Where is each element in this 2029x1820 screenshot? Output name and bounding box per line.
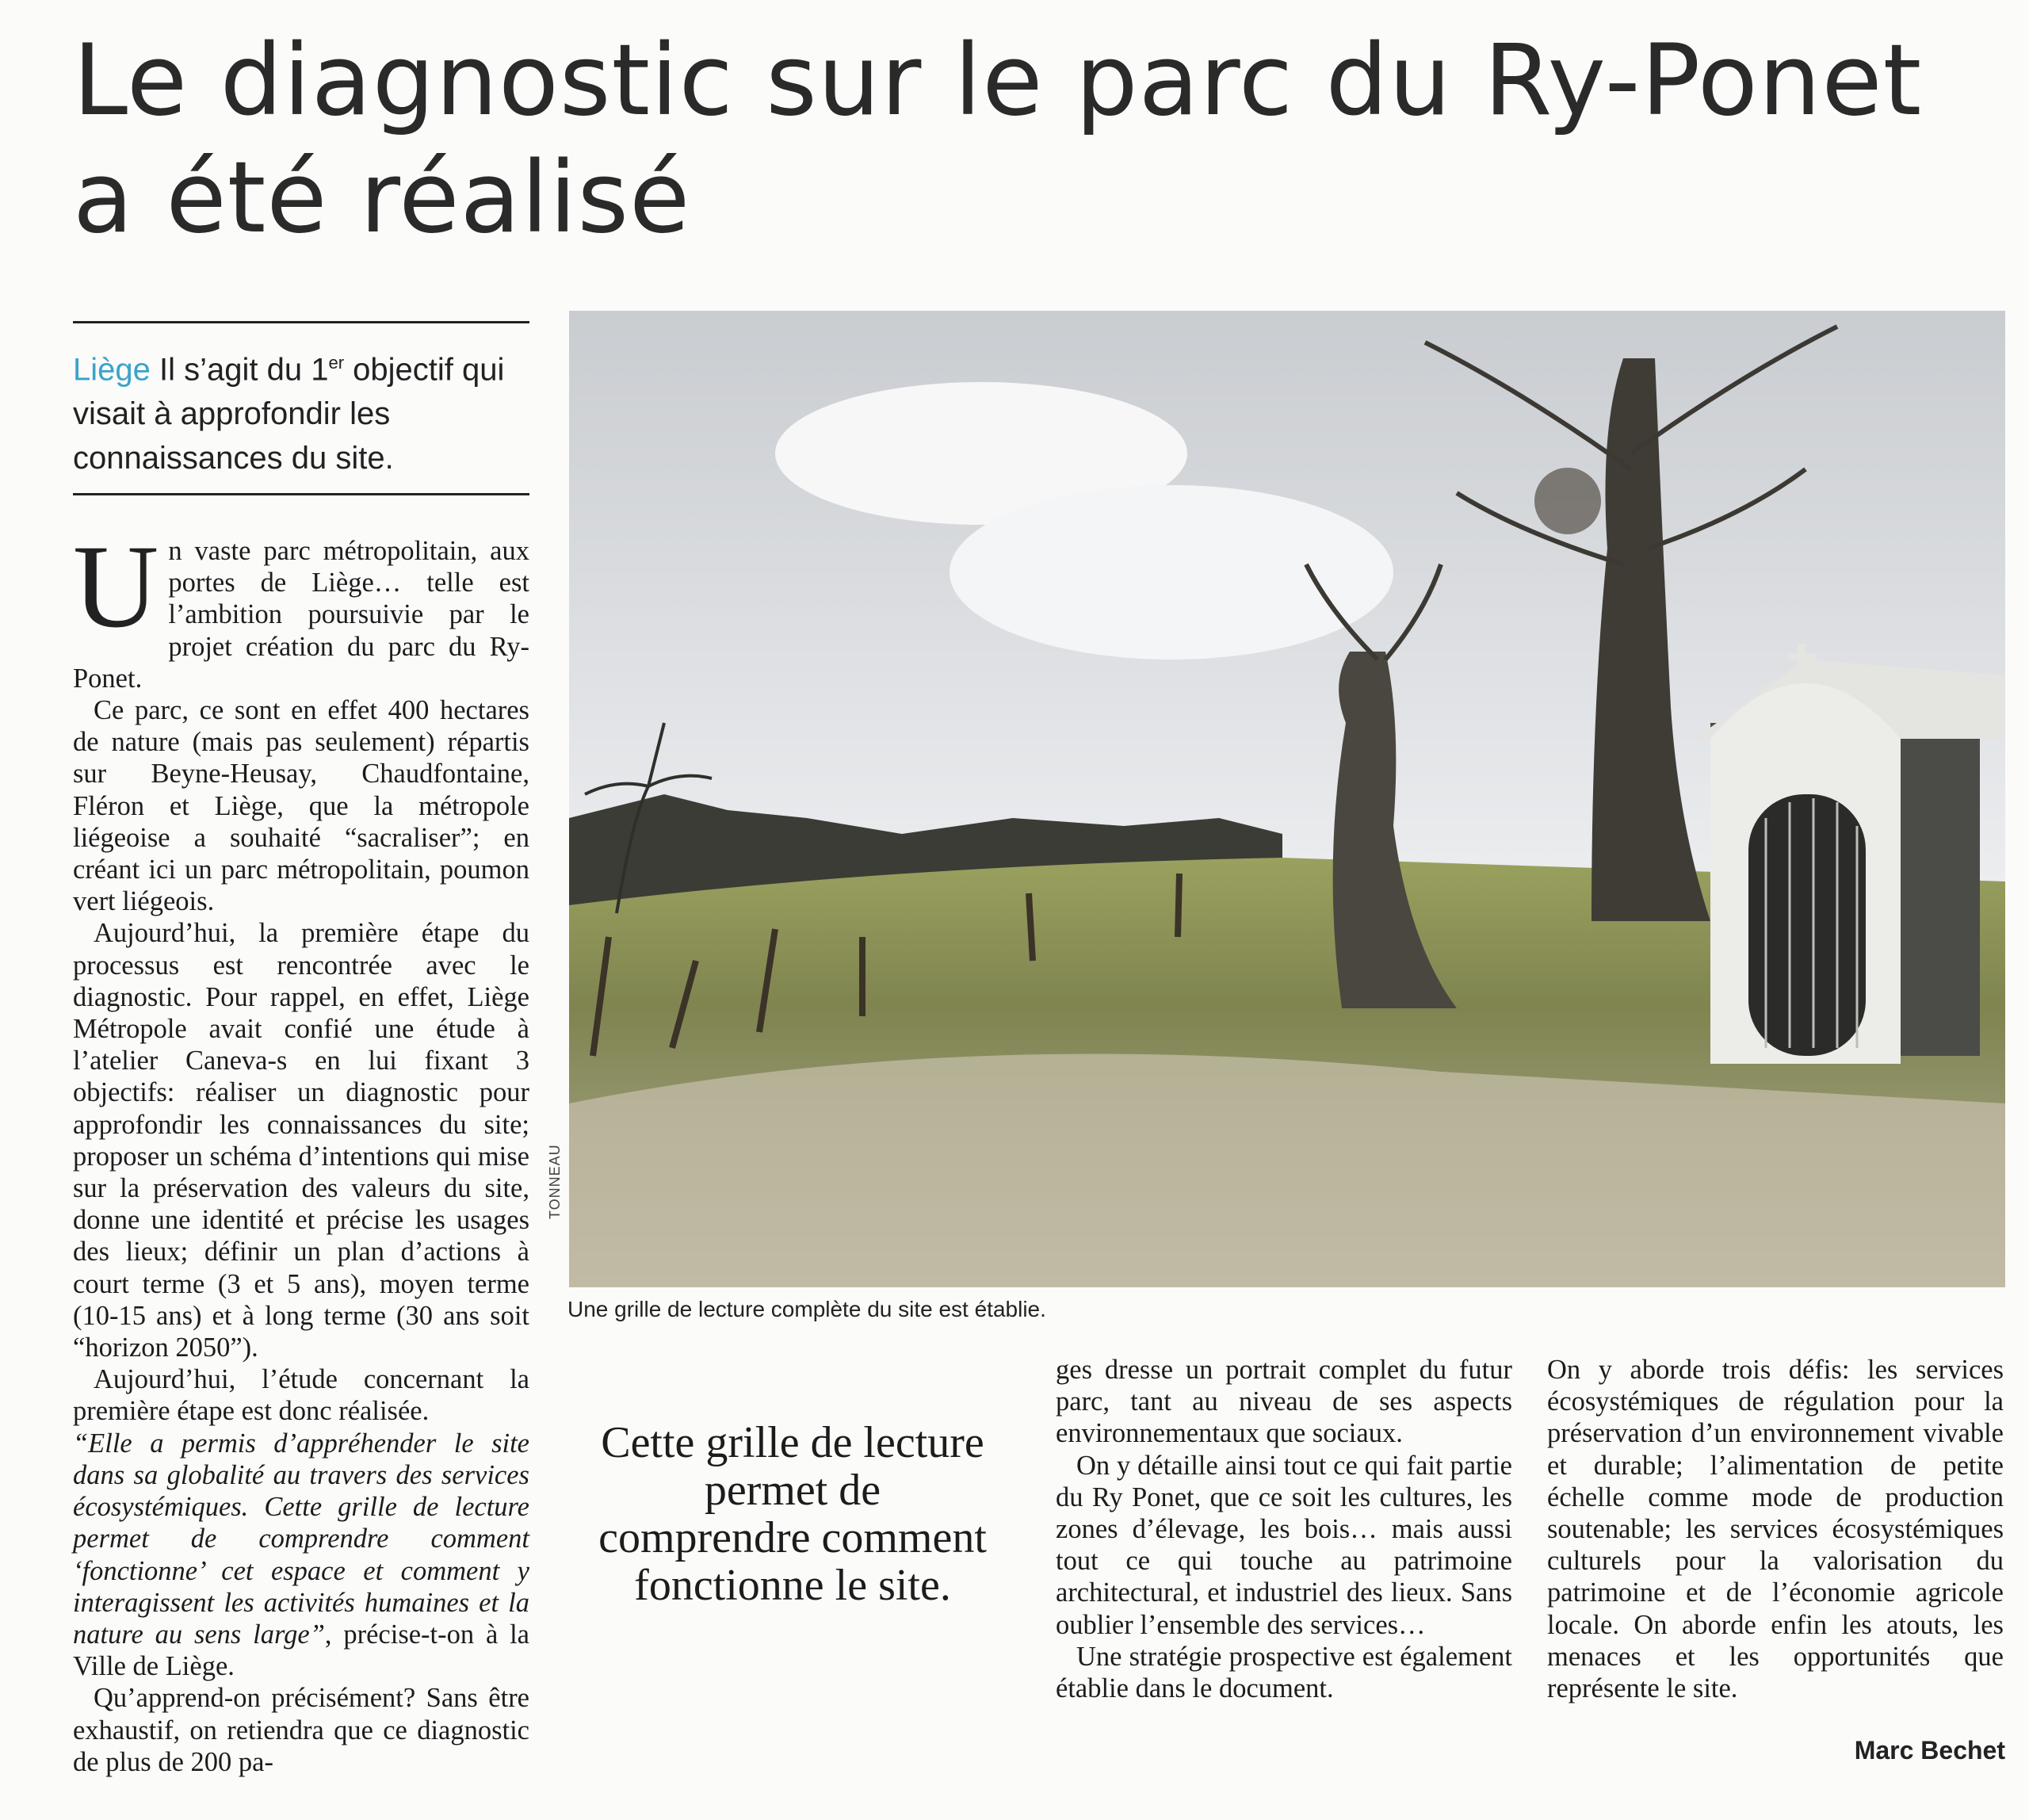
- chapeau-place: Liège: [73, 352, 151, 388]
- headline-line-2: a été réalisé: [73, 141, 691, 255]
- article-column-1: [73, 521, 529, 1778]
- chapeau-text-end: objectif qui visait à approfondir les connaissances du site.: [73, 352, 505, 476]
- article-column-3: [1056, 1354, 1512, 1704]
- paragraph: On y aborde trois défis: les services écosystémiques de régulation pour la préservation d’un environnement vivable et durable; l’alimentation de petite échelle comme mode de production soutenable; les services écosystémiques culturels pour la valorisation du patrimoine et de l’économie agricole locale. On aborde enfin les atouts, les menaces et les opportunités que représente le site.: [1547, 1355, 2004, 1704]
- article-photo: [569, 311, 2005, 1287]
- paragraph: Une stratégie prospective est également établie dans le document.: [1056, 1641, 1512, 1704]
- drop-cap: U: [73, 521, 159, 652]
- paragraph: Aujourd’hui, l’étude concernant la première étape est donc réalisée.: [73, 1364, 529, 1427]
- paragraph: ges dresse un portrait complet du futur parc, tant au niveau de ses aspects environnementaux que sociaux.: [1056, 1355, 1512, 1449]
- photo-credit: TONNEAU: [547, 1144, 563, 1219]
- chapeau-bottom-rule: [73, 493, 529, 495]
- chapeau-superscript: er: [328, 353, 345, 373]
- pull-quote: Cette grille de lecture permet de comprendre comment fonctionne le site.: [598, 1418, 987, 1610]
- paragraph: Qu’apprend-on précisément? Sans être exhaustif, on retiendra que ce diagnostic de plus de 200 pa-: [73, 1683, 529, 1777]
- paragraph-quote: [73, 1428, 529, 1683]
- paragraph-text: n vaste parc métropolitain, aux portes de Liège… telle est l’ambition poursuivie par le projet création du parc du Ry-Ponet.: [73, 536, 529, 694]
- author-signature: Marc Bechet: [1854, 1736, 2005, 1765]
- chapeau-top-rule: [73, 321, 529, 323]
- quote-text: “Elle a permis d’appréhender le site dans sa globalité au travers des services écosystémiques. Cette grille de lecture permet de comprendre comment ‘fonctionne’ cet espace et comment y interagissent les activités humaines et la nature au sens large”: [73, 1428, 529, 1650]
- paragraph: [73, 521, 529, 694]
- paragraph: Aujourd’hui, la première étape du processus est rencontrée avec le diagnostic. Pour rappel, en effet, Liège Métropole avait confié une étude à l’atelier Caneva-s en lui fixant 3 objectifs: réaliser un diagnostic pour approfondir les connaissances du site; proposer un schéma d’intentions qui mise sur la préservation des valeurs du site, donne une identité et précise les usages des lieux; définir un plan d’actions à court terme (3 et 5 ans), moyen terme (10-15 ans) et à long terme (30 ans soit “horizon 2050”).: [73, 918, 529, 1363]
- article-column-4: [1547, 1354, 2004, 1704]
- park-chapel-illustration: [569, 311, 2005, 1287]
- quote-attribution: , précise-t-on à la Ville de Liège.: [73, 1619, 529, 1682]
- headline: [73, 22, 1975, 257]
- paragraph: Ce parc, ce sont en effet 400 hectares de nature (mais pas seulement) répartis sur Beyne-Heusay, Chaudfontaine, Fléron et Liège, que la métropole liégeoise a souhaité “sacraliser”; en créant ici un parc métropolitain, poumon vert liégeois.: [73, 695, 529, 917]
- chapeau-text-start: Il s’agit du 1: [150, 352, 329, 388]
- photo-caption: Une grille de lecture complète du site est établie.: [567, 1297, 1046, 1321]
- paragraph: On y détaille ainsi tout ce qui fait partie du Ry Ponet, que ce soit les cultures, les zones d’élevage, les bois… mais aussi tout ce qui touche au patrimoine architectural, et industriel des lieux. Sans oublier l’ensemble des services…: [1056, 1450, 1512, 1640]
- headline-line-1: Le diagnostic sur le parc du Ry-Ponet: [73, 24, 1923, 138]
- chapeau: [73, 341, 533, 480]
